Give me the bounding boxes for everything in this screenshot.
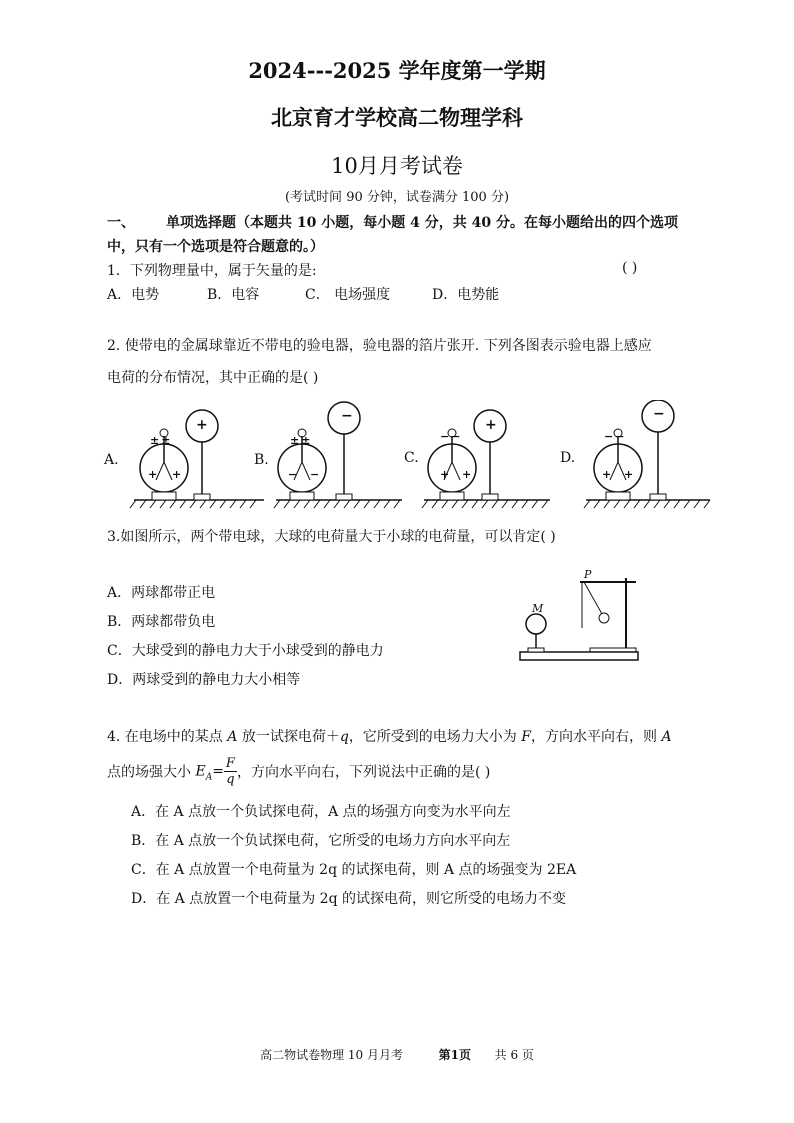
q4-text: ，方向水平向右，则 xyxy=(530,729,662,745)
fraction-denominator: q xyxy=(226,772,235,787)
field-e: E xyxy=(195,763,206,780)
pendulum-diagram xyxy=(518,568,644,664)
force-f: F xyxy=(521,729,531,745)
leaf-charge-left: + xyxy=(440,468,450,481)
top-charges: −− xyxy=(440,430,463,443)
fraction-f-over-q xyxy=(224,756,237,787)
page-footer xyxy=(0,1046,794,1063)
q2-stem-line2: 电荷的分布情况，其中正确的是( ) xyxy=(107,370,319,386)
leaf-charge-left: − xyxy=(288,468,298,481)
leaf-charge-left: + xyxy=(148,468,158,481)
q4-text: ，它所受到的电场力大小为 xyxy=(348,729,522,745)
q2-figure-label: B. xyxy=(254,452,269,468)
leaf-charge-right: − xyxy=(310,468,320,481)
leaf-charge-right: + xyxy=(172,468,182,481)
q4-option-b: B．在 A 点放一个负试探电荷，它所受的电场力方向水平向左 xyxy=(131,833,511,849)
q3-option-b: B．两球都带负电 xyxy=(107,614,216,630)
school-subject-title: 北京育才学校高二物理学科 xyxy=(271,105,523,130)
q2-figure-label: C. xyxy=(404,450,419,466)
q4-stem-line2 xyxy=(107,756,490,790)
q1-stem: 1．下列物理量中，属于矢量的是: xyxy=(107,263,317,279)
q1-option-d: D．电势能 xyxy=(432,287,500,303)
sphere-charge-sign: − xyxy=(341,408,353,424)
q4-text: ，方向水平向右，下列说法中正确的是( ) xyxy=(236,764,491,781)
q1-answer-blank: ( ) xyxy=(622,260,638,276)
exam-title: 10月月考试卷 xyxy=(331,154,463,178)
q1-option-b: B．电容 xyxy=(207,287,260,303)
q3-option-c: C．大球受到的静电力大于小球受到的静电力 xyxy=(107,643,384,659)
q4-option-a: A．在 A 点放一个负试探电荷，A 点的场强方向变为水平向左 xyxy=(131,804,511,820)
pivot-label: P xyxy=(584,568,592,581)
q4-text: 4. 在电场中的某点 xyxy=(107,729,228,745)
leaf-charge-left: + xyxy=(602,468,612,481)
section-heading-line1: 单项选择题（本题共 10 小题，每小题 4 分，共 40 分。在每小题给出的四个选项 xyxy=(166,215,678,231)
q1-option-a: A．电势 xyxy=(107,287,160,303)
q2-figure-label: D. xyxy=(560,450,576,466)
q4-option-c: C．在 A 点放置一个电荷量为 2q 的试探电荷，则 A 点的场强变为 2EA xyxy=(131,862,577,878)
equals-sign: = xyxy=(212,763,224,780)
q3-option-a: A．两球都带正电 xyxy=(107,585,216,601)
footer-text: 高二物试卷物理 10 月月考 xyxy=(260,1048,403,1062)
q4-text: 放一试探电荷＋ xyxy=(237,729,340,745)
q4-option-d: D．在 A 点放置一个电荷量为 2q 的试探电荷，则它所受的电场力不变 xyxy=(131,891,567,907)
ball-label: M xyxy=(532,602,544,615)
point-a: A xyxy=(227,729,238,745)
q4-stem-line1 xyxy=(107,726,672,746)
footer-page-number: 第1页 xyxy=(438,1048,471,1062)
sphere-charge-sign: + xyxy=(485,417,497,433)
q3-pendulum-figure xyxy=(518,568,644,664)
footer-total-pages: 共 6 页 xyxy=(494,1048,534,1062)
leaf-charge-right: + xyxy=(462,468,472,481)
exam-note: (考试时间 90 分钟，试卷满分 100 分) xyxy=(284,190,510,205)
q1-option-c: C． 电场强度 xyxy=(305,287,391,303)
fraction-numerator: F xyxy=(225,756,235,771)
sphere-charge-sign: − xyxy=(653,406,665,422)
q2-figure-label: A. xyxy=(104,452,119,468)
field-subscript: A xyxy=(205,772,213,783)
q3-option-d: D．两球受到的静电力大小相等 xyxy=(107,672,301,688)
sphere-charge-sign: + xyxy=(196,417,208,433)
top-charges: −− xyxy=(604,430,627,443)
point-a: A xyxy=(661,729,672,745)
exam-year-term: 2024---2025 学年度第一学期 xyxy=(248,58,546,83)
leaf-charge-right: + xyxy=(624,468,634,481)
charge-q: q xyxy=(339,729,349,745)
section-number: 一、 xyxy=(107,215,135,231)
q4-text: 点的场强大小 xyxy=(107,764,196,781)
section-heading-line2: 中，只有一个选项是符合题意的。） xyxy=(107,239,324,255)
top-charges: ±± xyxy=(290,434,313,447)
q2-stem-line1: 2. 使带电的金属球靠近不带电的验电器，验电器的箔片张开. 下列各图表示验电器上感应 xyxy=(107,338,652,354)
top-charges: ±± xyxy=(150,434,173,447)
q3-stem: 3.如图所示，两个带电球，大球的电荷量大于小球的电荷量，可以肯定( ) xyxy=(107,529,556,545)
